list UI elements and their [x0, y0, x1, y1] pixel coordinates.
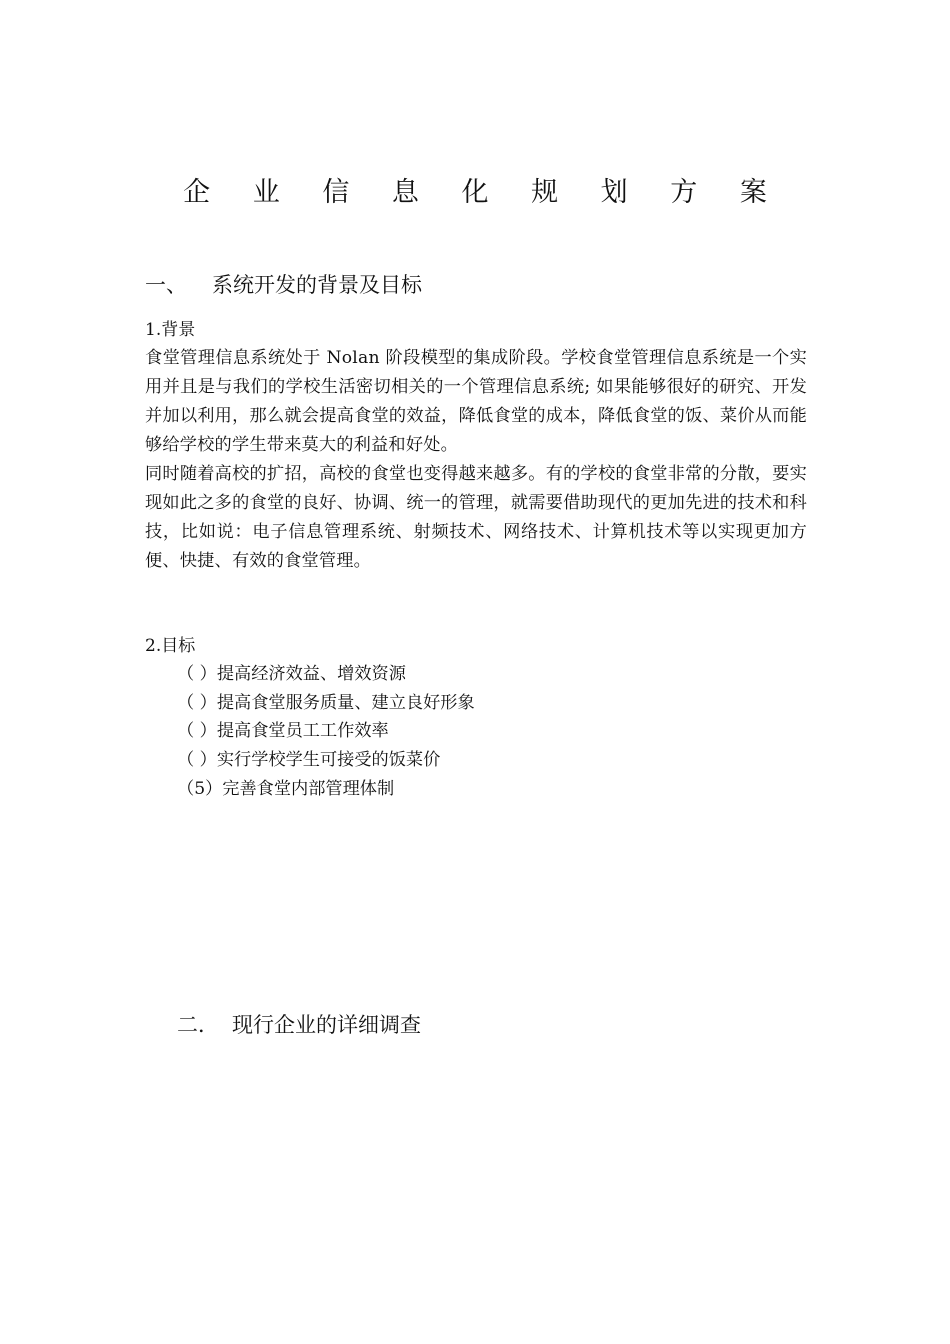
goals-list — [177, 660, 475, 804]
section-heading-background-goals — [145, 270, 422, 300]
goal-item: （ ）提高食堂服务质量、建立良好形象 — [177, 692, 475, 713]
goal-item: （ ）提高经济效益、增效资源 — [177, 664, 406, 684]
background-paragraph: 食堂管理信息系统处于 Nolan 阶段模型的集成阶段。学校食堂管理信息系统是一个实用并且是与我们的学校生活密切相关的一个管理信息系统; 如果能够很好的研究、开发并加以利用，那么就会提高食堂的效益，降低食堂的成本，降低食堂的饭、菜价从而能够给学校的学生带来莫大的利益和好处。 — [145, 348, 807, 455]
goal-item: （ ）提高食堂员工工作效率 — [177, 721, 389, 742]
goal-item: （5）完善食堂内部管理体制 — [177, 778, 395, 799]
section-number: 二． — [177, 1013, 219, 1037]
document-title: 企 业 信 息 化 规 划 方 案 — [183, 177, 784, 208]
goal-item: （ ）实行学校学生可接受的饭菜价 — [177, 750, 441, 771]
section-heading-enterprise-survey — [177, 1010, 421, 1040]
background-paragraph: 同时随着高校的扩招，高校的食堂也变得越来越多。有的学校的食堂非常的分散，要实现如此之多的食堂的良好、协调、统一的管理，就需要借助现代的更加先进的技术和科技，比如说：电子信息管理系统、射频技术、网络技术、计算机技术等以实现更加方便、快捷、有效的食堂管理。 — [145, 464, 807, 571]
section-heading-text: 系统开发的背景及目标 — [212, 273, 422, 297]
section-number: 一、 — [145, 273, 187, 297]
background-heading: 1.背景 — [145, 320, 196, 340]
goals-heading: 2.目标 — [145, 636, 196, 656]
section-heading-text: 现行企业的详细调查 — [232, 1013, 421, 1037]
